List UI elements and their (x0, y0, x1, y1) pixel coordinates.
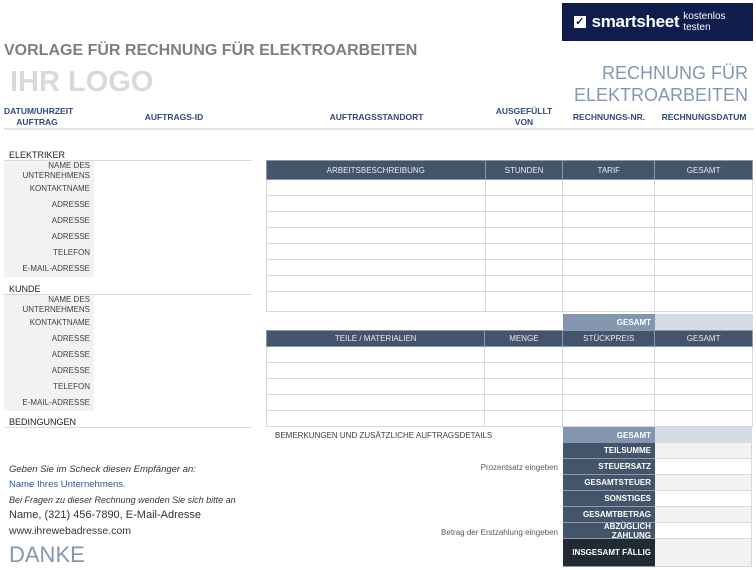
field-company-name[interactable] (4, 295, 94, 315)
subtotal-value (655, 443, 752, 459)
column-header: GESAMT (655, 331, 753, 347)
table-row (267, 196, 753, 212)
thanks-text: DANKE (9, 542, 85, 567)
checkbox-icon: ✓ (575, 16, 585, 28)
header-field-job-location[interactable] (304, 112, 449, 123)
payable-to-label: Geben Sie im Scheck diesen Empfänger an: (9, 464, 196, 475)
other-input[interactable] (655, 491, 752, 507)
field-label: ADRESSE (51, 350, 90, 359)
grand-total-value (655, 507, 752, 523)
cell[interactable] (267, 292, 486, 312)
field-label: E-MAIL-ADRESSE (22, 264, 90, 273)
labor-total-value[interactable] (655, 314, 753, 330)
cell[interactable] (485, 244, 563, 260)
field-phone[interactable] (4, 379, 94, 395)
cell[interactable] (655, 180, 753, 196)
header-field-invoice-date[interactable] (656, 112, 752, 123)
cell[interactable] (485, 379, 563, 395)
header-field-label: VON (514, 117, 534, 127)
cell[interactable] (267, 212, 486, 228)
header-field-label: RECHNUNGS-NR. (572, 112, 646, 122)
cell[interactable] (267, 347, 485, 363)
cell[interactable] (655, 379, 753, 395)
field-label: ADRESSE (51, 366, 90, 375)
table-row (267, 363, 753, 379)
total-tax-value (655, 475, 752, 491)
cell[interactable] (485, 411, 563, 427)
cell[interactable] (267, 260, 486, 276)
header-field-job-id[interactable] (124, 112, 224, 123)
field-address[interactable] (4, 331, 94, 347)
cell[interactable] (563, 347, 655, 363)
cell[interactable] (485, 347, 563, 363)
parts-total-label: GESAMT (563, 427, 655, 443)
summary-row-tax-rate (563, 459, 752, 475)
cell[interactable] (655, 292, 753, 312)
cell[interactable] (655, 212, 753, 228)
column-header: STÜCKPREIS (563, 331, 655, 347)
summary-row-total-due (563, 539, 752, 567)
cell[interactable] (485, 228, 563, 244)
cell[interactable] (267, 363, 485, 379)
cell[interactable] (655, 276, 753, 292)
summary-label: TEILSUMME (563, 443, 655, 459)
column-header: TEILE / MATERIALIEN (267, 331, 485, 347)
field-label: KONTAKTNAME (29, 184, 90, 193)
table-row (267, 276, 753, 292)
cell[interactable] (655, 395, 753, 411)
header-field-invoice-no[interactable] (566, 112, 652, 123)
field-label: ADRESSE (51, 232, 90, 241)
cell[interactable] (267, 180, 486, 196)
field-phone[interactable] (4, 245, 94, 261)
customer-fields (4, 295, 94, 411)
table-row (267, 292, 753, 312)
field-label: TELEFON (53, 382, 90, 391)
smartsheet-trial-button[interactable] (562, 3, 753, 41)
table-row (267, 395, 753, 411)
table-row (267, 260, 753, 276)
field-label: KONTAKTNAME (29, 318, 90, 327)
total-due-label: INSGESAMT FÄLLIG (563, 539, 655, 567)
payable-to-value[interactable]: Name Ihres Unternehmens. (9, 479, 126, 490)
electrician-section-label: ELEKTRIKER (9, 150, 66, 160)
field-address[interactable] (4, 229, 94, 245)
cell[interactable] (655, 244, 753, 260)
parts-total-row (563, 427, 752, 443)
cell[interactable] (655, 363, 753, 379)
customer-section-label: KUNDE (9, 284, 41, 294)
questions-label: Bei Fragen zu dieser Rechnung wenden Sie sich bitte an (9, 495, 236, 505)
cell[interactable] (655, 411, 753, 427)
summary-label: GESAMTBETRAG (563, 507, 655, 523)
cell[interactable] (563, 276, 655, 292)
electrician-fields (4, 161, 94, 277)
header-field-label: DATUM/UHRZEIT (4, 106, 74, 116)
cell[interactable] (563, 363, 655, 379)
cell[interactable] (563, 196, 655, 212)
summary-row-less-payment (563, 523, 752, 539)
divider (4, 427, 252, 428)
labor-total-label: GESAMT (563, 314, 655, 330)
cell[interactable] (485, 212, 563, 228)
table-row (267, 212, 753, 228)
header-field-label: AUFTRAG (16, 117, 58, 127)
cell[interactable] (563, 395, 655, 411)
field-label: TELEFON (53, 248, 90, 257)
parts-table (266, 330, 753, 427)
labor-total-row (563, 314, 753, 330)
cell[interactable] (655, 196, 753, 212)
header-fields-row (4, 104, 754, 130)
field-label: ADRESSE (51, 334, 90, 343)
table-header-row (267, 161, 753, 180)
cell[interactable] (563, 228, 655, 244)
field-contact-name[interactable] (4, 315, 94, 331)
cell[interactable] (267, 276, 486, 292)
cell[interactable] (267, 196, 486, 212)
summary-label: STEUERSATZ (563, 459, 655, 475)
field-address[interactable] (4, 213, 94, 229)
table-row (267, 244, 753, 260)
field-email[interactable] (4, 261, 94, 277)
less-payment-input[interactable] (655, 523, 752, 539)
cell[interactable] (655, 260, 753, 276)
tax-rate-hint: Prozentsatz eingeben (480, 463, 558, 472)
table-row (267, 180, 753, 196)
table-row (267, 379, 753, 395)
cell[interactable] (267, 379, 485, 395)
summary-row-other (563, 491, 752, 507)
cell[interactable] (563, 411, 655, 427)
cell[interactable] (267, 411, 485, 427)
column-header: GESAMT (655, 161, 753, 180)
column-header: TARIF (563, 161, 655, 180)
cell[interactable] (267, 395, 485, 411)
cell[interactable] (563, 212, 655, 228)
cell[interactable] (485, 395, 563, 411)
cell[interactable] (267, 244, 486, 260)
tax-rate-input[interactable] (655, 459, 752, 475)
column-header: STUNDEN (485, 161, 563, 180)
table-row (267, 411, 753, 427)
table-header-row (267, 331, 753, 347)
cell[interactable] (485, 196, 563, 212)
payment-hint: Betrag der Erstzahlung eingeben (441, 528, 558, 537)
invoice-title-line2: ELEKTROARBEITEN (573, 85, 748, 105)
cell[interactable] (563, 244, 655, 260)
cell[interactable] (563, 379, 655, 395)
cell[interactable] (485, 363, 563, 379)
field-label: E-MAIL-ADRESSE (22, 398, 90, 407)
field-email[interactable] (4, 395, 94, 411)
field-contact-name[interactable] (4, 181, 94, 197)
cell[interactable] (267, 228, 486, 244)
header-field-job-datetime[interactable] (4, 106, 74, 128)
parts-total-value[interactable] (655, 427, 752, 443)
summary-label: ABZÜGLICH ZAHLUNG (563, 523, 655, 539)
summary-block (563, 427, 752, 567)
labor-table (266, 160, 753, 312)
logo-placeholder[interactable]: IHR LOGO (10, 66, 154, 98)
summary-row-total-tax (563, 475, 752, 491)
invoice-title-line1: RECHNUNG FÜR (602, 63, 748, 83)
summary-row-subtotal (563, 443, 752, 459)
document-title: VORLAGE FÜR RECHNUNG FÜR ELEKTROARBEITEN (4, 42, 418, 59)
field-company-name[interactable] (4, 161, 94, 181)
column-header: ARBEITSBESCHREIBUNG (267, 161, 486, 180)
summary-label: GESAMTSTEUER (563, 475, 655, 491)
brand-name: smartsheet (591, 12, 680, 31)
field-address[interactable] (4, 347, 94, 363)
header-field-label: RECHNUNGSDATUM (661, 112, 747, 122)
cell[interactable] (655, 228, 753, 244)
field-label: NAME DES UNTERNEHMENS (22, 295, 90, 314)
table-row (267, 347, 753, 363)
field-address[interactable] (4, 197, 94, 213)
total-due-value (655, 539, 752, 567)
cell[interactable] (563, 260, 655, 276)
header-field-completed-by[interactable] (484, 106, 564, 128)
header-field-label: AUSGEFÜLLT (495, 106, 553, 116)
website-link[interactable]: www.ihrewebadresse.com (9, 525, 131, 537)
invoice-title (528, 62, 748, 106)
cell[interactable] (485, 292, 563, 312)
cell[interactable] (563, 180, 655, 196)
field-label: NAME DES UNTERNEHMENS (22, 161, 90, 180)
terms-section-label: BEDINGUNGEN (9, 417, 77, 427)
cell[interactable] (563, 292, 655, 312)
summary-label: SONSTIGES (563, 491, 655, 507)
cell[interactable] (485, 276, 563, 292)
cell[interactable] (485, 180, 563, 196)
cell[interactable] (485, 260, 563, 276)
trial-label: kostenlos testen (683, 11, 726, 33)
notes-label: BEMERKUNGEN UND ZUSÄTZLICHE AUFTRAGSDETAILS (275, 431, 493, 440)
field-label: ADRESSE (51, 216, 90, 225)
field-label: ADRESSE (51, 200, 90, 209)
header-field-label: AUFTRAGSSTANDORT (329, 112, 424, 122)
cell[interactable] (655, 347, 753, 363)
column-header: MENGE (485, 331, 563, 347)
field-address[interactable] (4, 363, 94, 379)
header-field-label: AUFTRAGS-ID (144, 112, 204, 122)
contact-info[interactable]: Name, (321) 456-7890, E-Mail-Adresse (9, 509, 201, 521)
table-row (267, 228, 753, 244)
